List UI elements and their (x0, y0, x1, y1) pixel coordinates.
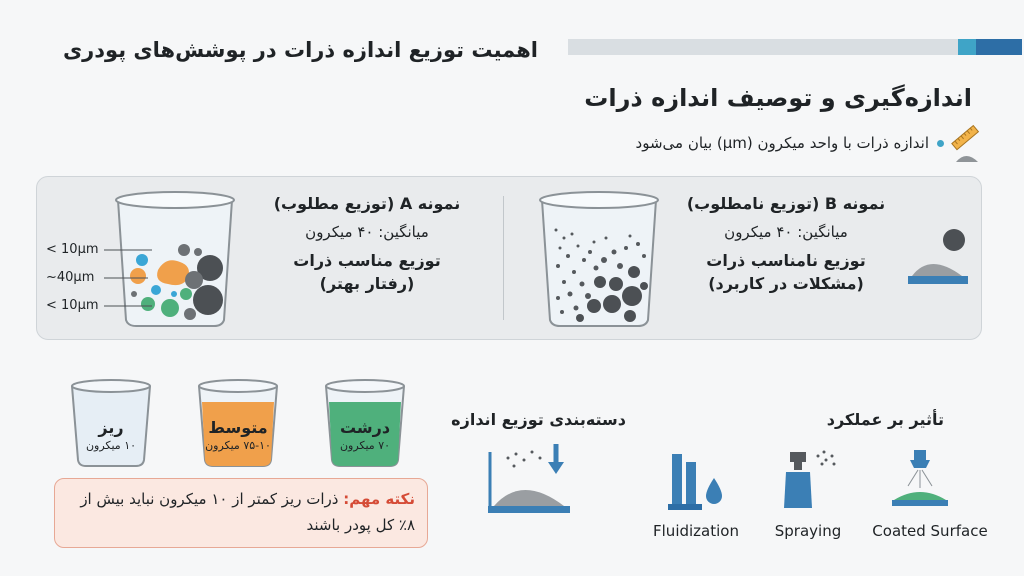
cup-fine-name: ریز (98, 418, 124, 437)
cup-fine-size: ۱۰ میکرون (85, 439, 137, 452)
sample-b-desc: توزیع نامناسب ذرات (706, 251, 866, 270)
bullet-item (636, 134, 944, 152)
sample-a-mean: میانگین: ۴۰ میکرون (305, 223, 429, 241)
beaker-b-icon (534, 190, 664, 328)
cup-medium-size: ۷۵-۱۰ میکرون (205, 439, 271, 452)
title-bar-accent-dark (976, 39, 1022, 55)
title-bar (568, 39, 958, 55)
size-label-fine-bottom: < 10µm (46, 298, 99, 313)
performance-heading: تأثیر بر عملکرد (826, 410, 944, 429)
cup-coarse-label (320, 418, 410, 452)
sample-b-text (676, 194, 896, 293)
page-title: اهمیت توزیع اندازه ذرات در پوشش‌های پودری (62, 38, 538, 62)
cup-medium-name: متوسط (208, 418, 268, 437)
size-label-mid: ~40µm (46, 270, 95, 285)
sample-b-desc-note: (مشکلات در کاربرد) (708, 274, 864, 293)
title-bar-accent (958, 39, 976, 55)
coated-surface-label: Coated Surface (872, 522, 988, 540)
sample-b-title: نمونه B (توزیع نامطلوب) (686, 194, 886, 213)
bullet-dot (937, 140, 944, 147)
cup-coarse-name: درشت (339, 418, 391, 437)
bullet-text: اندازه ذرات با واحد میکرون (µm) بیان می‌شود (635, 134, 929, 152)
fluidization-icon (666, 448, 726, 512)
sample-a-title: نمونه A (توزیع مطلوب) (273, 194, 461, 213)
ruler-icon (950, 124, 980, 164)
size-label-fine: < 10µm (46, 242, 99, 257)
sieve-icon (486, 440, 572, 518)
sample-b-mean: میانگین: ۴۰ میکرون (724, 223, 848, 241)
important-note (54, 478, 428, 548)
sample-a-desc: توزیع مناسب ذرات (293, 251, 441, 270)
spraying-label: Spraying (774, 522, 842, 540)
note-title: نکته مهم: (343, 490, 415, 508)
fluidization-label: Fluidization (653, 522, 739, 540)
sample-a-text (262, 194, 472, 293)
cup-medium-label (193, 418, 283, 452)
spray-bottle-icon (778, 448, 838, 512)
cup-fine-label (66, 418, 156, 452)
cup-coarse-size: ۷۰ میکرون (339, 439, 391, 452)
coated-surface-icon (890, 448, 950, 512)
classification-heading: دسته‌بندی توزیع اندازه (451, 410, 626, 429)
label-pointer-lines (104, 246, 154, 308)
note-text: ذرات ریز کمتر از ۱۰ میکرون نباید بیش از ۸٪ کل پودر باشند (80, 490, 415, 534)
sample-a-desc-note: (رفتار بهتر) (319, 274, 415, 293)
powder-pile-icon (906, 226, 972, 292)
section-heading: اندازه‌گیری و توصیف اندازه ذرات (584, 84, 972, 112)
panel-divider (503, 196, 504, 320)
